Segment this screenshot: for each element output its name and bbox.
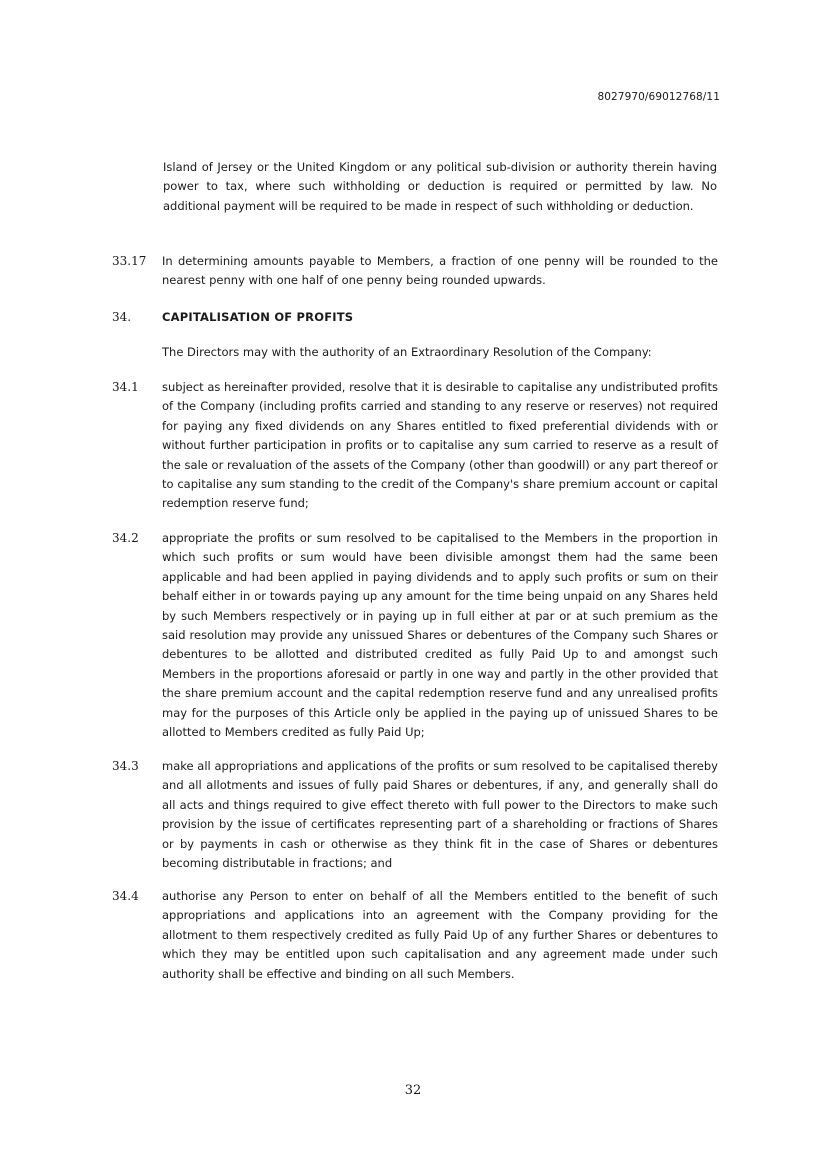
clause-33-17 xyxy=(112,252,718,291)
clause-text: authorise any Person to enter on behalf of all the Members entitled to the benefit of such appropriations and applications into an agreement with the Company providing for the allotment to them respectively credited as fully Paid Up of any further Shares or debentures to which they may be entitled upon such capitalisation and any agreement made under such authority shall be effective and binding on all such Members. xyxy=(162,889,718,981)
clause-number: 33.17 xyxy=(112,254,147,268)
clause-text: subject as hereinafter provided, resolve that it is desirable to capitalise any undistributed profits of the Company (including profits carried and standing to any reserve or reserves) not required for paying any fixed dividends on any Shares entitled to fixed preferential dividends with or without further participation in profits or to capitalise any sum carried to reserve as a result of the sale or revaluation of the assets of the Company (other than goodwill) or any part thereof or to capitalise any sum standing to the credit of the Company's share premium account or capital redemption reserve fund; xyxy=(162,380,718,511)
document-reference: 8027970/69012768/11 xyxy=(597,91,720,103)
clause-number: 34.3 xyxy=(112,759,139,773)
clause-34-2 xyxy=(112,529,718,742)
clause-text: In determining amounts payable to Members, a fraction of one penny will be rounded to the nearest penny with one half of one penny being rounded upwards. xyxy=(162,254,718,288)
clause-text: make all appropriations and applications of the profits or sum resolved to be capitalised thereby and all allotments and issues of fully paid Shares or debentures, if any, and generally shall do all acts and things required to give effect thereto with full power to the Directors to make such provision by the issue of certificates representing part of a shareholding or fractions of Shares or by payments in cash or otherwise as they think fit in the case of Shares or debentures becoming distributable in fractions; and xyxy=(162,759,718,871)
clause-number: 34.4 xyxy=(112,889,139,903)
clause-number: 34.1 xyxy=(112,380,139,394)
section-34-intro xyxy=(112,343,718,362)
page-number: 32 xyxy=(404,1083,422,1098)
clause-number: 34.2 xyxy=(112,531,139,545)
continued-paragraph: Island of Jersey or the United Kingdom or any political sub-division or authority therein having power to tax, where such withholding or deduction is required or permitted by law. No additional payment will be required to be made in respect of such withholding or deduction. xyxy=(163,160,717,213)
clause-34-4 xyxy=(112,887,718,984)
section-title: CAPITALISATION OF PROFITS xyxy=(162,310,354,324)
clause-34-3 xyxy=(112,757,718,873)
section-intro-text: The Directors may with the authority of an Extraordinary Resolution of the Company: xyxy=(162,345,652,359)
section-number: 34. xyxy=(112,310,132,324)
clause-34-1 xyxy=(112,378,718,514)
section-34-heading xyxy=(112,308,718,327)
clause-text: appropriate the profits or sum resolved to be capitalised to the Members in the proportion in which such profits or sum would have been divisible amongst them had the same been applicable and had been applied in paying dividends and to apply such profits or sum on their behalf either in or towards paying up any amount for the time being unpaid on any Shares held by such Members respectively or in paying up in full either at par or at such premium as the said resolution may provide any unissued Shares or debentures of the Company such Shares or debentures to be allotted and distributed credited as fully Paid Up to and amongst such Members in the proportions aforesaid or partly in one way and partly in the other provided that the share premium account and the capital redemption reserve fund and any unrealised profits may for the purposes of this Article only be applied in the paying up of unissued Shares to be allotted to Members credited as fully Paid Up; xyxy=(162,531,718,740)
